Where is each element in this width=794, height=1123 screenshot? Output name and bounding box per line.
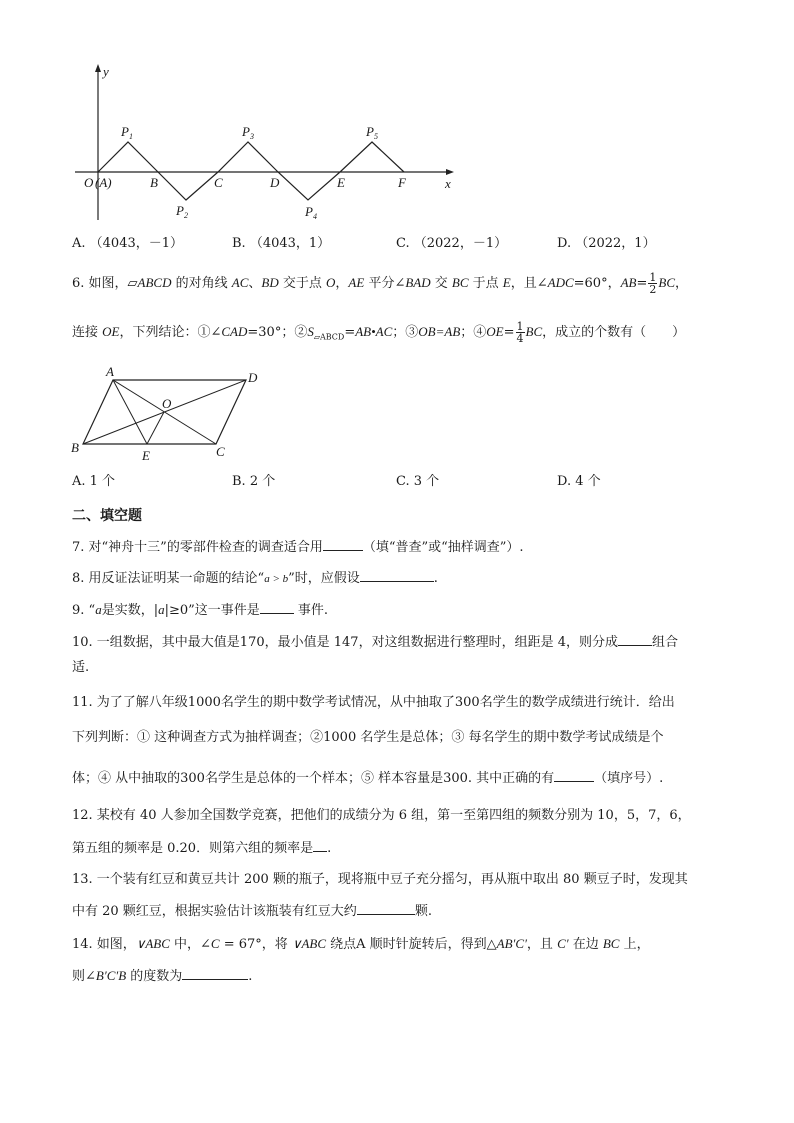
question-11-line1: 11. 为了了解八年级1000名学生的期中数学考试情况，从中抽取了300名学生的数学成绩进行统计．给出 [72,695,675,710]
question-12-line2: 第五组的频率是 0.20．则第六组的频率是 . [72,838,331,857]
question-10-line2: 适. [72,660,90,675]
question-11-line2: 下列判断：① 这种调查方式为抽样调查；②1000 名学生是总体；③ 每名学生的期中数学考试成绩是个 [72,730,664,745]
question-8: 8. 用反证法证明某一命题的结论“a > b”时，应假设 . [72,568,438,587]
q6-option-a: A. 1 个 [72,474,116,489]
q6-option-b: B. 2 个 [232,474,276,489]
q5-option-a: A. （4043，－1） [72,236,184,251]
q6-line2: 连接 OE，下列结论：①∠CAD=30°；$②S_{▱ABCD}=AB•AC$；③OB=AB；④OE= $\frac{1}{4}$ BC，成立的个数有（ ） [72,320,686,345]
q5-option-c: C. （2022，－1） [396,236,508,251]
answer-blank[interactable] [260,600,294,614]
answer-blank[interactable] [554,768,594,782]
label-o: O [84,175,94,190]
zigzag-figure [70,60,470,230]
fraction-one-half: $\frac{1}{2}$ [649,271,657,296]
question-12-line1: 12. 某校有 40 人参加全国数学竞赛，把他们的成绩分为 6 组，第一至第四组的频数分别为 10，5，7，6， [72,808,691,823]
label-p3: $P_3$ [242,124,254,141]
y-axis-arrow [95,64,101,72]
label-d: D [270,175,280,190]
answer-blank[interactable] [182,966,248,980]
segment-ae [113,380,147,444]
label-e: E [337,175,345,190]
label-p2: $P_2$ [176,203,188,220]
answer-blank[interactable] [357,901,415,915]
q6-option-d: D. 4 个 [557,474,601,489]
fraction-one-quarter: $\frac{1}{4}$ [516,320,524,345]
label-c: C [214,175,223,190]
label-d: D [248,370,258,385]
x-axis-label: x [445,176,451,191]
answer-blank[interactable] [313,838,327,852]
question-13-line1: 13. 一个装有红豆和黄豆共计 200 颗的瓶子，现将瓶中豆子充分摇匀，再从瓶中取出 80 颗豆子时，发现其 [72,872,688,887]
question-14-line1: 14. 如图，∨ABC 中，∠C = 67°，将 ∨ABC 绕点A 顺时针旋转后，得到△AB′C′，且 C′ 在边 BC 上， [72,936,650,952]
question-7: 7. 对“神舟十三”的零部件检查的调查适合用 （填“普查”或“抽样调查”）. [72,537,524,556]
parallelogram-figure [66,364,266,464]
label-o: O [162,396,172,411]
label-a: (A) [95,175,112,190]
label-f: F [398,175,406,190]
q5-option-b: B. （4043，1） [232,236,331,251]
label-p5: $P_5$ [366,124,378,141]
label-b: B [150,175,158,190]
answer-blank[interactable] [360,568,434,582]
answer-blank[interactable] [323,537,363,551]
q6-option-c: C. 3 个 [396,474,440,489]
question-14-line2: 则∠B′C′B 的度数为 . [72,968,253,984]
diagonal-bd [83,380,246,444]
label-a: A [106,364,114,379]
label-p1: $P_1$ [121,124,133,141]
zigzag-line [98,142,404,200]
q5-option-d: D. （2022，1） [557,236,656,251]
x-axis-arrow [446,169,454,175]
q6-line1: 6. 如图，▱ABCD 的对角线 AC、BD 交于点 O，AE 平分∠BAD 交 BC 于点 E，且∠ADC=60°，AB= $\frac{1}{2}$ BC， [72,271,689,296]
question-13-line2: 中有 20 颗红豆，根据实验估计该瓶装有红豆大约 颗. [72,901,432,920]
question-11-line3: 体；④ 从中抽取的300名学生是总体的一个样本；⑤ 样本容量是300. 其中正确的有 （填序号）. [72,768,663,787]
question-9: 9. “a是实数，|a|≥0”这一事件是 事件. [72,602,329,618]
label-c: C [216,444,225,459]
label-p4: $P_4$ [305,204,317,221]
section-title: 二、填空题 [72,508,142,524]
label-e: E [142,448,150,463]
label-b: B [71,440,79,455]
segment-oe [147,412,164,444]
y-axis-label: y [103,64,109,79]
question-10-line1: 10. 一组数据，其中最大值是170，最小值是 147，对这组数据进行整理时，组距是 4，则分成 组合 [72,632,678,651]
answer-blank[interactable] [618,632,652,646]
